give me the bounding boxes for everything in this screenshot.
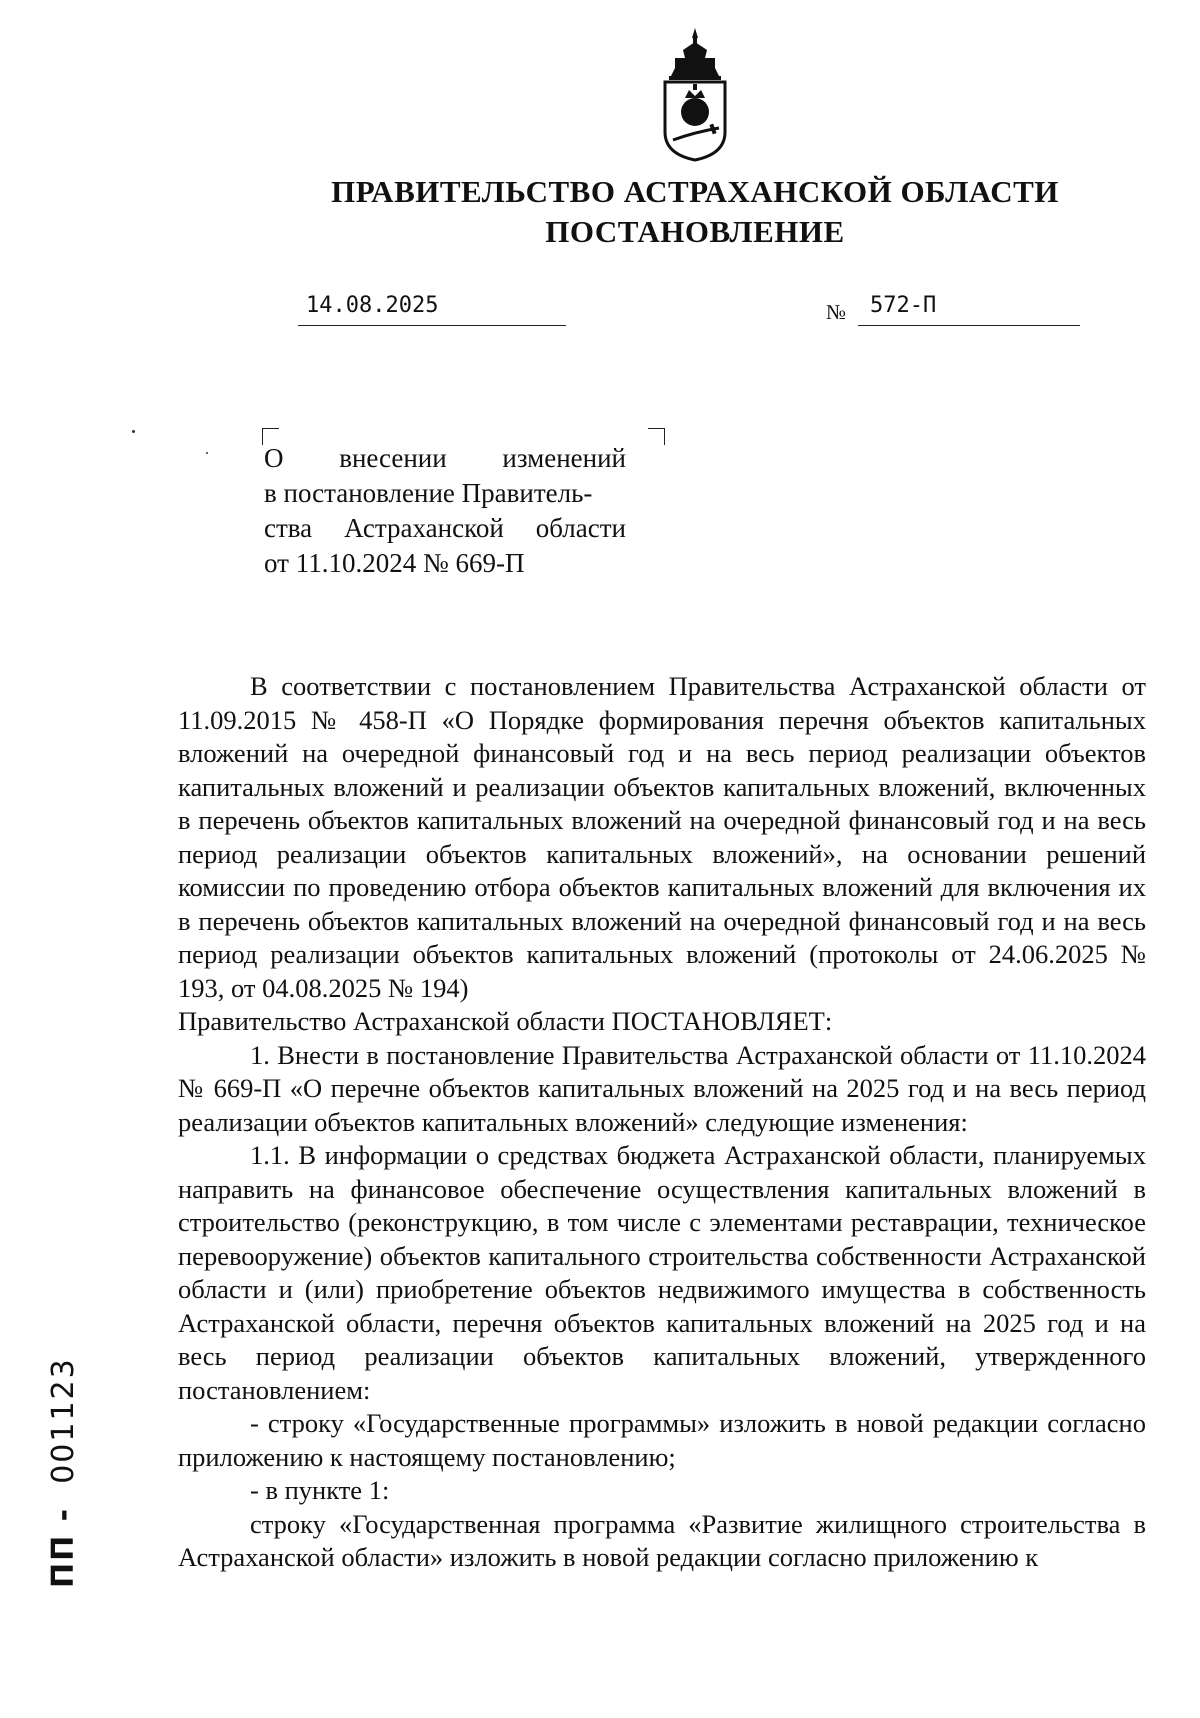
coat-of-arms-emblem bbox=[655, 28, 735, 162]
side-mark-prefix: ПП - bbox=[46, 1506, 81, 1588]
date-field bbox=[298, 293, 566, 326]
subject-bracket-right bbox=[648, 428, 665, 445]
subject-line-2: в постановление Правитель- bbox=[264, 478, 593, 508]
clause-1-paragraph: - в пункте 1: bbox=[250, 1475, 390, 1505]
subject-line-4: от 11.10.2024 № 669-П bbox=[264, 548, 525, 578]
side-mark-code: 001123 bbox=[46, 1357, 81, 1484]
item-1-1-paragraph: 1.1. В информации о средствах бюджета Астраханской области, планируемых направить на финансовое обеспечение осуществления капитальных вложений в строительство (реконструкцию, в том числе с элементами реставрации, техническое перевооружение) объектов капитального строительства собственности Астраханской области и (или) приобретение объектов недвижимого имущества в собственность Астраханской области, перечня объектов капитальных вложений на 2025 год и на весь период реализации объектов капитальных вложений, утвержденного постановлением: bbox=[178, 1140, 1146, 1405]
scan-speck bbox=[206, 452, 208, 454]
document-type-title: ПОСТАНОВЛЕНИЕ bbox=[545, 214, 845, 249]
document-body bbox=[178, 670, 1146, 1575]
state-programs-paragraph: - строку «Государственные программы» изложить в новой редакции согласно приложению к настоящему постановлению; bbox=[178, 1408, 1146, 1472]
subject-line-3: ства Астраханской области bbox=[264, 513, 626, 543]
document-date: 14.08.2025 bbox=[306, 293, 439, 318]
document-header bbox=[300, 172, 1090, 252]
subject-line-1: О внесении изменений bbox=[264, 443, 626, 473]
number-field bbox=[858, 293, 1080, 326]
document-subject bbox=[264, 441, 626, 581]
scan-speck bbox=[132, 430, 135, 433]
registration-side-mark bbox=[46, 1357, 86, 1588]
document-number: 572-П bbox=[870, 293, 937, 318]
housing-program-paragraph: строку «Государственная программа «Развитие жилищного строительства в Астраханской области» изложить в новой редакции согласно приложению к bbox=[178, 1508, 1146, 1572]
issuer-title: ПРАВИТЕЛЬСТВО АСТРАХАНСКОЙ ОБЛАСТИ bbox=[331, 174, 1059, 209]
item-1-paragraph: 1. Внести в постановление Правительства Астраханской области от 11.10.2024 № 669-П «О перечне объектов капитальных вложений на 2025 год и на весь период реализации объектов капитальных вложений» следующие изменения: bbox=[178, 1039, 1146, 1137]
number-sign: № bbox=[826, 300, 847, 324]
resolves-paragraph: Правительство Астраханской области ПОСТАНОВЛЯЕТ: bbox=[178, 1006, 833, 1036]
preamble-paragraph: В соответствии с постановлением Правительства Астраханской области от 11.09.2015 № 458-П «О Порядке формирования перечня объектов капитальных вложений на очередной финансовый год и на весь период реализации объектов капитальных вложений и реализации объектов капитальных вложений, включенных в перечень объектов капитальных вложений на очередной финансовый год и на весь период реализации объектов капитальных вложений», на основании решений комиссии по проведению отбора объектов капитальных вложений для включения их в перечень объектов капитальных вложений на очередной финансовый год и на весь период реализации объектов капитальных вложений (протоколы от 24.06.2025 № 193, от 04.08.2025 № 194) bbox=[178, 671, 1146, 1003]
